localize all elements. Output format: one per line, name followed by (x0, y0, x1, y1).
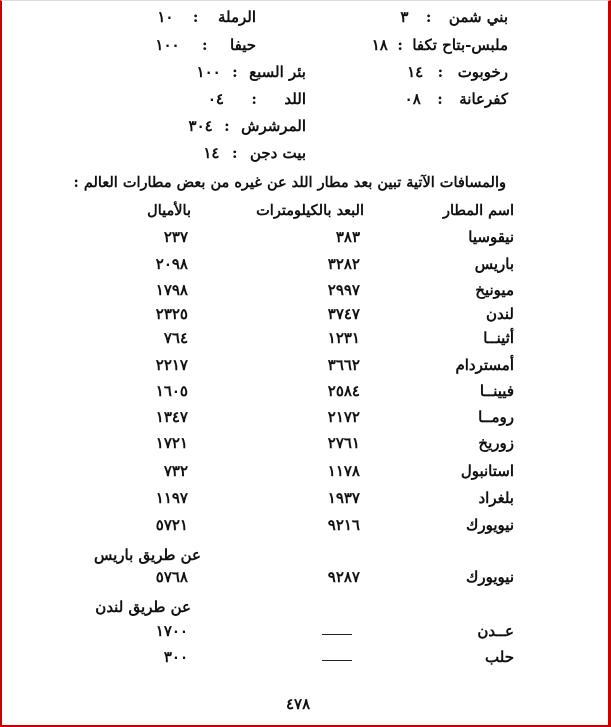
table-row (0, 489, 611, 513)
place-haifa (155, 36, 256, 54)
city-name: حلب (485, 648, 514, 666)
distance-km: ٣٧٤٧ (327, 305, 360, 323)
place-rehovot (407, 63, 508, 81)
distance-miles: ٧٦٤ (163, 329, 188, 347)
table-row (0, 382, 611, 406)
place-beit-dajan (203, 144, 306, 162)
place-name: اللد (284, 90, 306, 108)
colon: : (437, 63, 444, 81)
city-name: نيقوسيا (468, 228, 514, 246)
place-value: ١٤ (407, 63, 424, 81)
place-value: ١٠٠ (196, 63, 221, 81)
city-name: لندن (486, 305, 514, 323)
table-row-aleppo (0, 648, 611, 672)
distance-miles: ١٦٠٥ (155, 382, 188, 400)
distance-km: ٢١٧٢ (327, 408, 360, 426)
table-row-aden (0, 622, 611, 646)
colon: : (251, 90, 257, 108)
distance-miles: ١١٩٧ (155, 489, 188, 507)
colon: : (232, 63, 238, 81)
distance-km: ١١٧٨ (327, 462, 360, 480)
city-name: بلغراد (478, 489, 514, 507)
via-paris-label: عن طريق باريس (94, 546, 201, 564)
city-name: فيينــا (479, 382, 514, 400)
distance-km: ٢٥٨٤ (327, 382, 360, 400)
table-row (0, 356, 611, 380)
table-row (0, 408, 611, 432)
distance-miles: ٥٧٢١ (155, 516, 188, 534)
city-name: باريس (474, 255, 514, 273)
distance-miles: ٢٠٩٨ (155, 255, 188, 273)
place-beersheba (197, 63, 306, 81)
place-name: بئر السبع (249, 63, 306, 81)
city-name: أمستردام (455, 356, 514, 374)
distance-km: ٢٧٦١ (327, 434, 360, 452)
place-petah-tikva (372, 36, 508, 54)
place-name: رخوبوت (457, 63, 508, 81)
distance-miles: ١٧٩٨ (155, 281, 188, 299)
dash-km (322, 660, 352, 661)
colon: : (224, 117, 230, 135)
colon: : (231, 144, 238, 162)
place-value: ١٨ (371, 36, 388, 54)
place-name: بني شمن (448, 8, 508, 26)
city-name: عــدن (477, 622, 514, 640)
table-row-via-paris (0, 568, 611, 592)
table-row (0, 329, 611, 353)
page-number: ٤٧٨ (286, 695, 311, 713)
distance-miles: ٥٧٦٨ (155, 568, 188, 586)
via-london-label: عن طريق لندن (95, 598, 191, 616)
colon: : (425, 8, 432, 26)
colon: : (397, 36, 403, 54)
distance-km: ١٩٣٧ (327, 489, 360, 507)
place-value: ١٠٠ (155, 36, 180, 54)
distance-miles: ١٧٠٠ (155, 622, 188, 640)
distance-miles: ٢٣٢٥ (155, 305, 188, 323)
place-value: ٠٤ (207, 90, 224, 108)
city-name: نيويورك (466, 568, 514, 586)
place-name: الرملة (217, 8, 256, 26)
table-row (0, 255, 611, 279)
place-beni-shemen (400, 8, 508, 26)
place-value: ١٤ (203, 144, 220, 162)
distance-km: ٣٨٣ (335, 228, 360, 246)
table-row (0, 305, 611, 329)
column-header-airport: اسم المطار (442, 202, 514, 219)
place-name: المرشرش (241, 117, 306, 135)
place-murashrash (189, 117, 306, 135)
distance-km: ٢٩٩٧ (327, 281, 360, 299)
table-row (0, 462, 611, 486)
place-value: ٠٨ (404, 90, 421, 108)
distance-miles: ٢٢١٧ (155, 356, 188, 374)
dash-km (322, 634, 352, 635)
distance-km: ٣٢٨٢ (327, 255, 360, 273)
colon: : (437, 90, 443, 108)
place-value: ٣٠٤ (188, 117, 213, 135)
colon: : (202, 36, 208, 54)
place-name: بيت دجن (249, 144, 306, 162)
colon: : (192, 8, 199, 26)
distances-heading: والمسافات الآتية تبين بعد مطار اللد عن غيره من بعض مطارات العالم : (73, 174, 506, 191)
table-row (0, 281, 611, 305)
distance-miles: ٣٠٠ (163, 648, 188, 666)
distance-miles: ١٧٢١ (155, 434, 188, 452)
distance-miles: ٧٣٢ (163, 462, 188, 480)
table-row (0, 434, 611, 458)
column-header-miles: بالأميال (147, 202, 191, 219)
place-value: ١٠ (157, 8, 174, 26)
place-kfar-ana (405, 90, 508, 108)
distance-km: ٣٦٦٢ (327, 356, 360, 374)
distance-miles: ١٣٤٧ (155, 408, 188, 426)
place-lydda (208, 90, 306, 108)
column-header-km: البعد بالكيلومترات (256, 202, 364, 219)
table-row (0, 228, 611, 252)
place-value: ٣ (400, 8, 409, 26)
city-name: ميونيخ (475, 281, 514, 299)
distance-km: ٩٢٨٧ (327, 568, 360, 586)
place-name: ملبس-بتاح تكفا (412, 36, 508, 54)
distance-km: ١٢٣١ (327, 329, 360, 347)
city-name: استانبول (460, 462, 514, 480)
table-row (0, 516, 611, 540)
city-name: زوريخ (478, 434, 514, 452)
place-ramla (157, 8, 256, 26)
city-name: نيويورك (466, 516, 514, 534)
place-name: كفرعانة (459, 90, 508, 108)
city-name: رومــا (478, 408, 514, 426)
place-name: حيفا (230, 36, 256, 54)
distance-km: ٩٢١٦ (327, 516, 360, 534)
distance-miles: ٢٣٧ (163, 228, 188, 246)
city-name: أثينــا (483, 329, 514, 347)
